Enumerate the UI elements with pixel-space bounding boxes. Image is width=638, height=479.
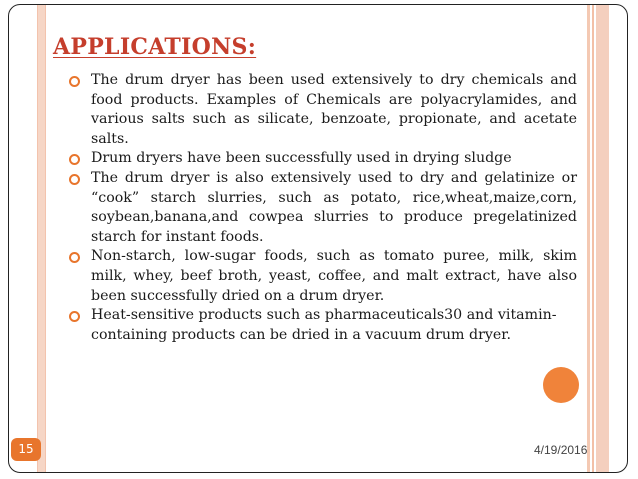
bullet-text: Heat-sensitive products such as pharmaceuticals30 and vitamin-containing products can be dried in a vacuum drum dryer. — [91, 307, 557, 343]
bullet-text: Drum dryers have been successfully used in drying sludge — [91, 150, 512, 167]
bullet-item — [65, 306, 577, 345]
slide-title: APPLICATIONS: — [53, 34, 257, 60]
bullet-list — [65, 71, 577, 345]
bullet-circle-icon — [69, 311, 80, 322]
bullet-text: The drum dryer has been used extensively to dry chemicals and food products. Examples of Chemicals are polyacrylamides, and various salts such as silicate, benzoate, propionate, and acetate salts. — [91, 72, 577, 147]
bullet-circle-icon — [69, 174, 80, 185]
bullet-circle-icon — [69, 76, 80, 87]
right-decorative-bars — [587, 5, 611, 472]
bullet-item — [65, 149, 577, 169]
bullet-circle-icon — [69, 154, 80, 165]
bullet-item — [65, 71, 577, 149]
bullet-text: Non-starch, low-sugar foods, such as tomato puree, milk, skim milk, whey, beef broth, yeast, coffee, and malt extract, have also been successfully dried on a drum dryer. — [91, 248, 577, 304]
bullet-text: The drum dryer is also extensively used to dry and gelatinize or “cook” starch slurries, such as potato, rice,wheat,maize,corn, soybean,banana,and cowpea slurries to produce pregelatinized starch for instant foods. — [91, 169, 577, 245]
bullet-item — [65, 169, 577, 247]
slide-frame — [8, 4, 628, 473]
orange-circle-decoration — [543, 367, 579, 403]
page-number-badge: 15 — [11, 438, 41, 461]
slide-date: 4/19/2016 — [534, 443, 588, 457]
bullet-item — [65, 247, 577, 306]
bullet-circle-icon — [69, 252, 80, 263]
left-decorative-bar — [37, 5, 46, 472]
